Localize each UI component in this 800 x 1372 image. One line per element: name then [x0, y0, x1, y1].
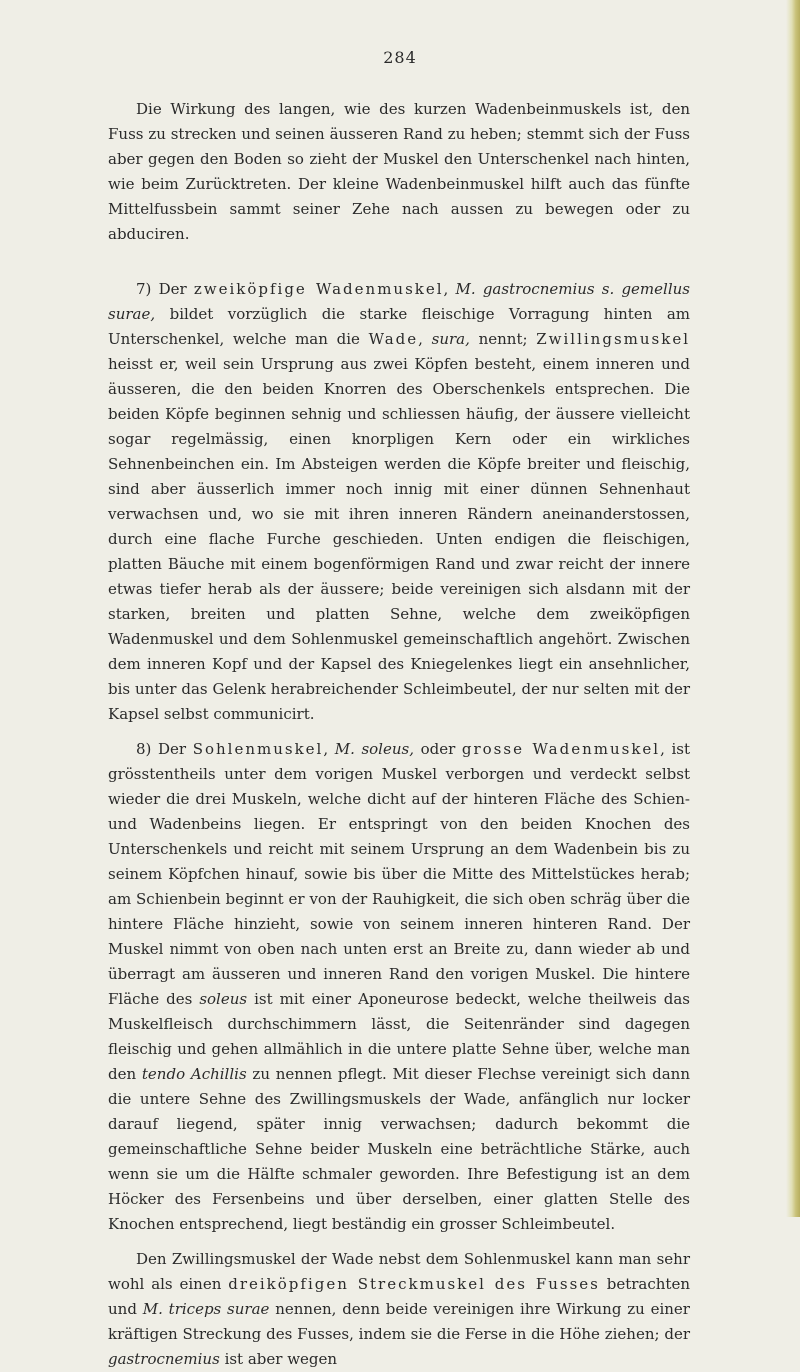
text-run: heisst er, weil sein Ursprung aus zwei Köpfen besteht, einem inneren und äusseren, die den beiden Knorren des Oberschenkels entsprechen. Die beiden Köpfe beginnen sehnig und schliessen häufig, der äussere vielleicht sogar regelmässig, einen knorpligen Kern oder ein wirkliches Sehnenbeinchen ein. Im Absteigen werden die Köpfe breiter und fleischig, sind aber äusserlich immer noch innig mit einer dünnen Sehnenhaut verwachsen und, wo sie mit ihren inneren Rändern aneinanderstossen, durch eine flache Furche geschieden. Unten endigen die fleischigen, platten Bäuche mit einem bogenförmigen Rand und zwar reicht der innere etwas tiefer herab als der äussere; beide vereinigen sich alsdann mit der starken, breiten und platten Sehne, welche dem zweiköpfigen Wadenmuskel und dem Sohlenmuskel gemeinschaftlich angehört. Zwischen dem inneren Kopf und der Kapsel des Kniegelenkes liegt ein ansehnlicher, bis unter das Gelenk herabreichender Schleimbeutel, der nur selten mit der Kapsel selbst communicirt.	[108, 355, 690, 723]
text-run: ,	[323, 740, 335, 758]
text-run: betrachten und	[108, 1275, 690, 1318]
term-spaced: dreiköpfigen Streckmuskel des Fusses	[228, 1275, 600, 1293]
body-text	[108, 97, 690, 1372]
term-latin: sura,	[431, 330, 470, 348]
text-run: bildet vorzüglich die starke fleischige Vorragung hinten am Unterschenkel, welche man die	[108, 305, 690, 348]
text-run: 7) Der	[136, 280, 194, 298]
term-latin: tendo Achillis	[141, 1065, 247, 1083]
paragraph-triceps-surae	[108, 1247, 690, 1372]
term-latin: M. gastrocnemius s. gemellus surae,	[108, 280, 690, 323]
term-latin: M. soleus,	[334, 740, 414, 758]
paragraph-peroneus-action: Die Wirkung des langen, wie des kurzen Wadenbeinmuskels ist, den Fuss zu strecken und seinen äusseren Rand zu heben; stemmt sich der Fuss aber gegen den Boden so zieht der Muskel den Unterschenkel nach hinten, wie beim Zurücktreten. Der kleine Wadenbeinmuskel hilft auch das fünfte Mittelfussbein sammt seiner Zehe nach aussen zu bewegen oder zu abduciren.	[108, 100, 690, 243]
text-run: zu nennen pflegt. Mit dieser Flechse vereinigt sich dann die untere Sehne des Zwillingsmuskels der Wade, anfänglich nur locker darauf liegend, später innig verwachsen; dadurch bekommt die gemeinschaftliche Sehne beider Muskeln eine beträchtliche Stärke, auch wenn sie um die Hälfte schmaler geworden. Ihre Befestigung ist an dem Höcker des Fersenbeins und über derselben, einer glatten Stelle des Knochen entsprechend, liegt beständig ein grosser Schleimbeutel.	[108, 1065, 690, 1233]
text-run: nennt;	[469, 330, 537, 348]
term-latin: gastrocnemius	[108, 1350, 220, 1368]
term-spaced: Sohlenmuskel	[192, 740, 324, 758]
term-spaced: Zwillingsmuskel	[536, 330, 690, 348]
text-run: nennen, denn beide vereinigen ihre Wirkung zu einer kräftigen Streckung des Fusses, indem sie die Ferse in die Höhe ziehen; der	[108, 1300, 690, 1343]
page-number: 284	[383, 48, 417, 67]
term-spaced: Wade	[368, 330, 419, 348]
text-run: ,	[443, 280, 456, 298]
text-run: , ist grösstentheils unter dem vorigen Muskel verborgen und verdeckt selbst wieder die drei Muskeln, welche dicht auf der hinteren Fläche des Schien- und Wadenbeins liegen. Er entspringt von den beiden Knochen des Unterschenkels und reicht mit seinem Ursprung an dem Wadenbein bis zu seinem Köpfchen hinauf, sowie bis über die Mitte des Mittelstückes herab; am Schienbein beginnt er von der Rauhigkeit, die sich oben schräg über die hintere Fläche hinzieht, sowie von seinem inneren hinteren Rand. Der Muskel nimmt von oben nach unten erst an Breite zu, dann wieder ab und überragt am äusseren und inneren Rand den vorigen Muskel. Die hintere Fläche des	[108, 740, 691, 1008]
paragraph-soleus	[108, 737, 690, 1237]
paragraph-gastrocnemius	[108, 277, 690, 727]
text-run: oder	[413, 740, 462, 758]
text-run: ist aber wegen	[219, 1350, 338, 1368]
page-edge	[786, 0, 800, 1217]
text-run: ist mit einer Aponeurose bedeckt, welche theilweis das Muskelfleisch durchschimmern lässt, die Seitenränder sind dagegen fleischig und gehen allmählich in die untere platte Sehne über, welche man den	[108, 990, 690, 1083]
text-run: Den Zwillingsmuskel der Wade nebst dem Sohlenmuskel kann man sehr wohl als einen	[108, 1250, 690, 1293]
text-run: ,	[418, 330, 432, 348]
text-run: 8) Der	[136, 740, 193, 758]
term-spaced: grosse Wadenmuskel	[461, 740, 661, 758]
term-latin: M. triceps surae	[142, 1300, 270, 1318]
term-spaced: zweiköpfige Wadenmuskel	[193, 280, 444, 298]
term-latin: soleus	[199, 990, 248, 1008]
